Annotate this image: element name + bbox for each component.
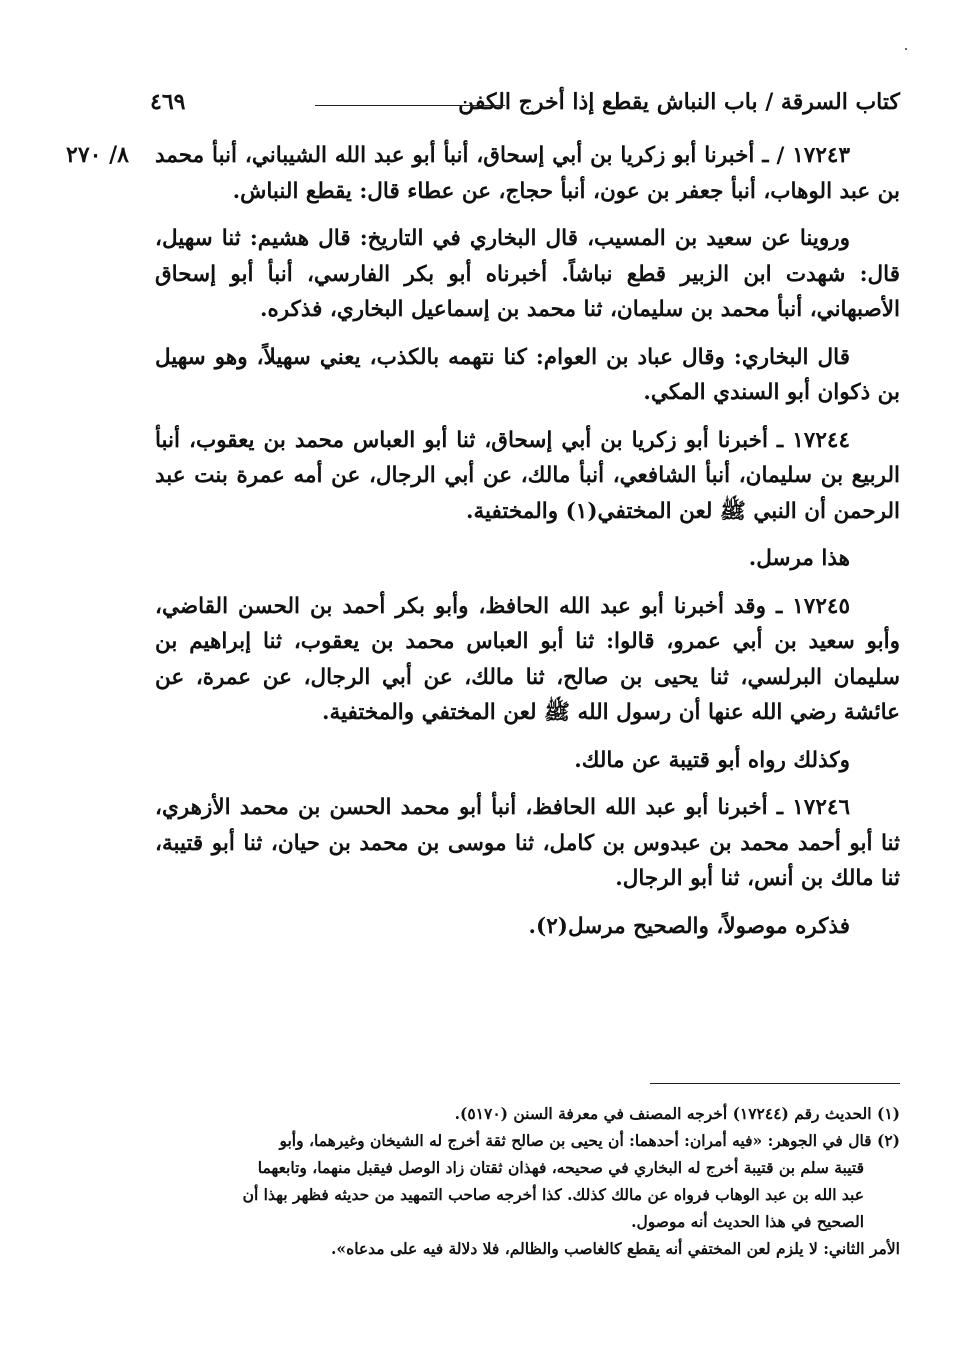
footnotes — [150, 1100, 900, 1262]
paragraph-hadith-17245: ١٧٢٤٥ ـ وقد أخبرنا أبو عبد الله الحافظ، وأبو بكر أحمد بن الحسن القاضي، وأبو سعيد بن أبي عمرو، قالوا: ثنا أبو العباس محمد بن يعقوب، ثنا إبراهيم بن سليمان البرلسي، ثنا يحيى بن صالح، ثنا مالك، عن أبي الرجال، عن عمرة، عن عائشة رضي الله عنها أن رسول الله ﷺ لعن المختفي والمختفية. — [155, 593, 900, 725]
paragraph-mursal-note: هذا مرسل. — [748, 546, 850, 571]
main-text — [155, 138, 900, 956]
footnote-2-line-1: (٢) قال في الجوهر: «فيه أمران: أحدهما: أن يحيى بن صالح ثقة أخرج له الشيخان وغيرهما، وأبو — [279, 1131, 900, 1150]
paragraph-abu-qutaybah: وكذلك رواه أبو قتيبة عن مالك. — [574, 747, 850, 773]
footnote-2-line-2: قتيبة سلم بن قتيبة أخرج له البخاري في صحيحه، فهذان ثقتان زاد الوصل فيقبل منهما، وتابعهما — [257, 1158, 864, 1177]
header-rule — [315, 105, 505, 106]
paragraph-hadith-17243: ١٧٢٤٣ / ـ أخبرنا أبو زكريا بن أبي إسحاق، أنبأ أبو عبد الله الشيباني، أنبأ محمد بن عبد الوهاب، أنبأ جعفر بن عون، أنبأ حجاج، عن عطاء قال: يقطع النباش. — [155, 143, 900, 204]
paragraph-narration: وروينا عن سعيد بن المسيب، قال البخاري في التاريخ: قال هشيم: ثنا سهيل، قال: شهدت ابن الزبير قطع نباشاً. أخبرناه أبو بكر الفارسي، أنبأ أبو إسحاق الأصبهاني، أنبأ محمد بن سليمان، ثنا محمد بن إسماعيل البخاري، فذكره. — [155, 226, 900, 322]
footnote-rule — [650, 1083, 900, 1084]
paragraph-hadith-17244: ١٧٢٤٤ ـ أخبرنا أبو زكريا بن أبي إسحاق، ثنا أبو العباس محمد بن يعقوب، أنبأ الربيع بن سليمان، أنبأ الشافعي، أنبأ مالك، عن أبي الرجال، عن أمه عمرة بنت عبد الرحمن أن النبي ﷺ لعن المختفي(١) والمختفية. — [155, 427, 900, 524]
margin-reference: ٨/ ٢٧٠ — [66, 142, 129, 168]
footnote-1: (١) الحديث رقم (١٧٢٤٤) أخرجه المصنف في معرفة السنن (٥١٧٠). — [454, 1104, 900, 1123]
footnote-2-line-3: عبد الله بن عبد الوهاب فرواه عن مالك كذلك. كذا أخرجه صاحب التمهيد من حديثه فظهر بهذا أن — [242, 1185, 864, 1204]
footnote-2-line-4: الصحيح في هذا الحديث أنه موصول. — [631, 1212, 864, 1231]
scan-speck — [905, 48, 907, 50]
footnote-2-line-5: الأمر الثاني: لا يلزم لعن المختفي أنه يقطع كالغاصب والظالم، فلا دلالة فيه على مدعاه». — [331, 1239, 900, 1258]
paragraph-hadith-17246: ١٧٢٤٦ ـ أخبرنا أبو عبد الله الحافظ، أنبأ أبو محمد الحسن بن محمد الأزهري، ثنا أبو أحمد محمد بن عبدوس بن كامل، ثنا موسى بن محمد بن حيان، ثنا أبو قتيبة، ثنا مالك بن أنس، ثنا أبو الرجال. — [155, 795, 900, 891]
header-title: كتاب السرقة / باب النباش يقطع إذا أخرج الكفن — [458, 89, 900, 115]
paragraph-conclusion: فذكره موصولاً، والصحيح مرسل(٢). — [528, 913, 850, 939]
paragraph-bukhari-comment: قال البخاري: وقال عباد بن العوام: كنا نتهمه بالكذب، يعني سهيلاً، وهو سهيل بن ذكوان أبو السندي المكي. — [155, 344, 900, 405]
page-number: ٤٦٩ — [150, 89, 186, 115]
running-header — [150, 84, 900, 120]
